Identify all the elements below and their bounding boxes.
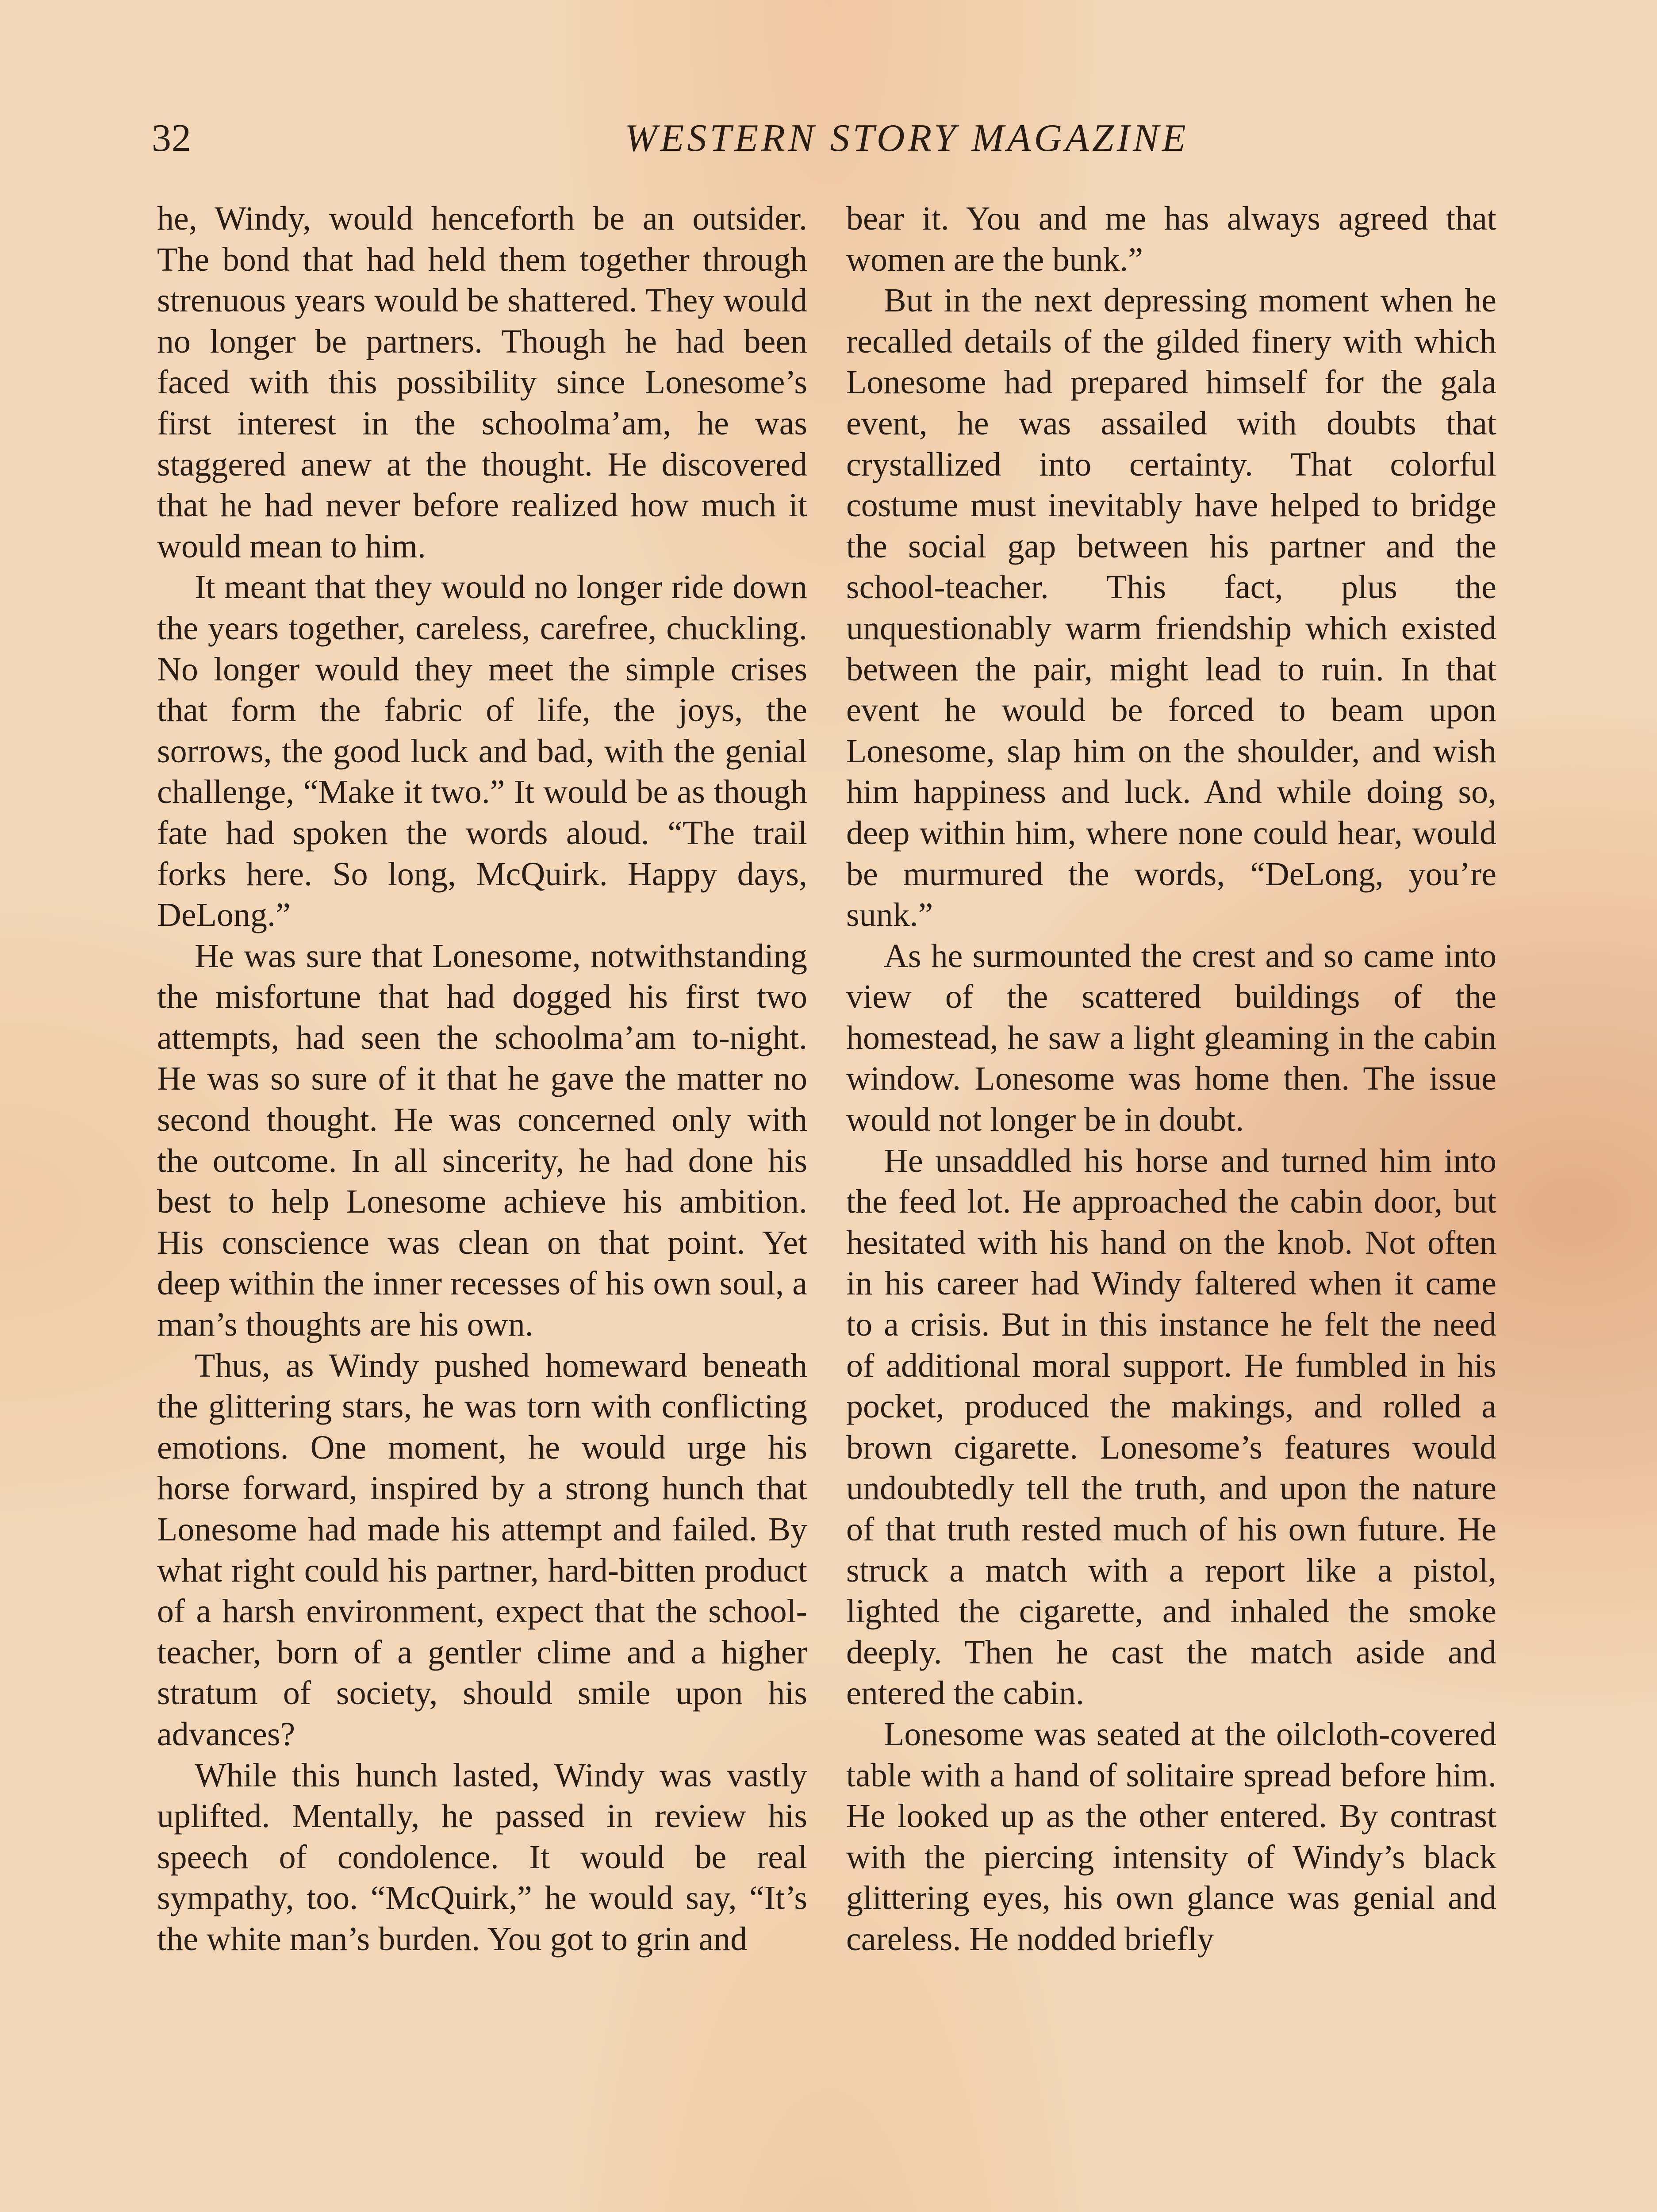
right-column	[846, 198, 1496, 1960]
paragraph: he, Windy, would henceforth be an outsider. The bond that had held them together through strenuous years would be shattered. They would no longer be partners. Though he had been faced with this possibility since Lonesome’s first interest in the schoolma’am, he was staggered anew at the thought. He discovered that he had never before realized how much it would mean to him.	[157, 200, 807, 565]
paragraph: It meant that they would no longer ride down the years together, careless, carefree, chuckling. No longer would they meet the simple crises that form the fabric of life, the joys, the sorrows, the good luck and bad, with the genial challenge, “Make it two.” It would be as though fate had spoken the words aloud. “The trail forks here. So long, McQuirk. Happy days, DeLong.”	[157, 568, 807, 934]
paragraph: Thus, as Windy pushed homeward beneath the glittering stars, he was torn with conflicting emotions. One moment, he would urge his horse forward, inspired by a strong hunch that Lonesome had made his attempt and failed. By what right could his partner, hard-bitten product of a harsh environment, expect that the school-teacher, born of a gentler clime and a higher stratum of society, should smile upon his advances?	[157, 1347, 807, 1753]
running-head: WESTERN STORY MAGAZINE	[625, 117, 1189, 160]
paragraph: He was sure that Lonesome, notwithstanding the misfortune that had dogged his first two attempts, had seen the schoolma’am to-night. He was so sure of it that he gave the matter no second thought. He was concerned only with the outcome. In all sincerity, he had done his best to help Lonesome achieve his ambition. His conscience was clean on that point. Yet deep within the inner recesses of his own soul, a man’s thoughts are his own.	[157, 937, 807, 1344]
paragraph: Lonesome was seated at the oilcloth-covered table with a hand of solitaire spread before him. He looked up as the other entered. By contrast with the piercing intensity of Windy’s black glittering eyes, his own glance was genial and careless. He nodded briefly	[846, 1715, 1496, 1958]
paragraph: He unsaddled his horse and turned him into the feed lot. He approached the cabin door, but hesitated with his hand on the knob. Not often in his career had Windy faltered when it came to a crisis. But in this instance he felt the need of additional moral support. He fumbled in his pocket, produced the makings, and rolled a brown cigarette. Lonesome’s features would undoubtedly tell the truth, and upon the nature of that truth rested much of his own future. He struck a match with a report like a pistol, lighted the cigarette, and inhaled the smoke deeply. Then he cast the match aside and entered the cabin.	[846, 1142, 1496, 1712]
paragraph: As he surmounted the crest and so came into view of the scattered buildings of the homestead, he saw a light gleaming in the cabin window. Lonesome was home then. The issue would not longer be in doubt.	[846, 937, 1496, 1139]
paragraph: While this hunch lasted, Windy was vastly uplifted. Mentally, he passed in review his speech of condolence. It would be real sympathy, too. “McQuirk,” he would say, “It’s the white man’s burden. You got to grin and	[157, 1756, 807, 1958]
page-number: 32	[152, 117, 192, 160]
paragraph: bear it. You and me has always agreed that women are the bunk.”	[846, 200, 1496, 278]
left-column	[157, 198, 807, 1960]
paragraph: But in the next depressing moment when he recalled details of the gilded finery with which Lonesome had prepared himself for the gala event, he was assailed with doubts that crystallized into certainty. That colorful costume must inevitably have helped to bridge the social gap between his partner and the school-teacher. This fact, plus the unquestionably warm friendship which existed between the pair, might lead to ruin. In that event he would be forced to beam upon Lonesome, slap him on the shoulder, and wish him happiness and luck. And while doing so, deep within him, where none could hear, would be murmured the words, “DeLong, you’re sunk.”	[846, 282, 1496, 934]
